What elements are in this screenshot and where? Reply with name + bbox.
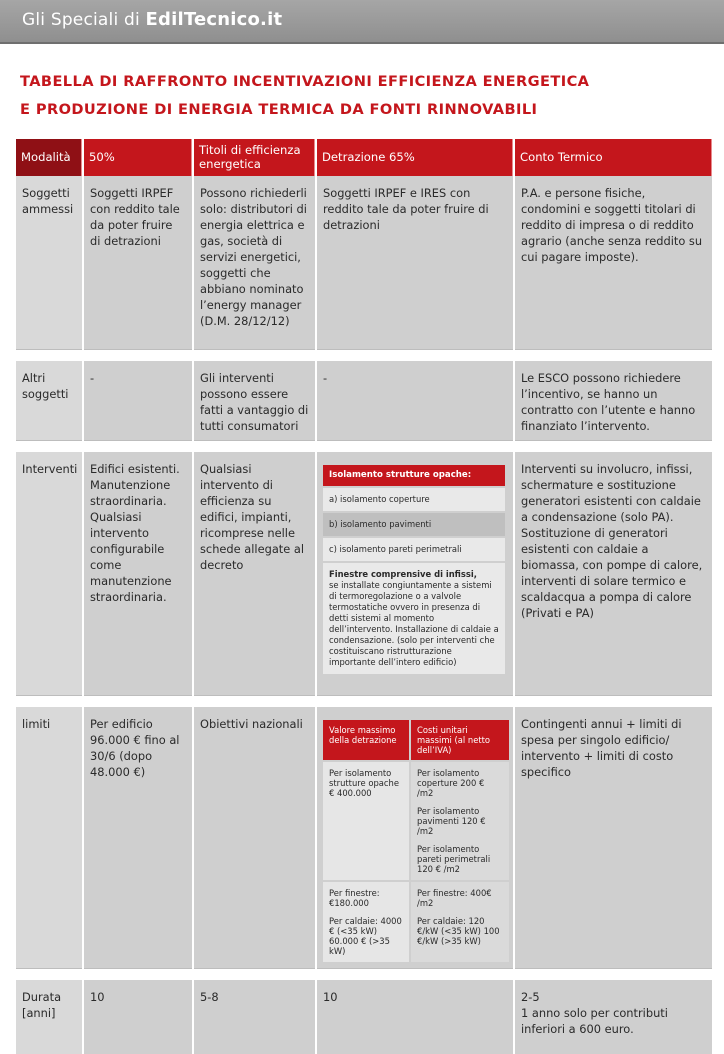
isolamento-header: Isolamento strutture opache: — [323, 465, 505, 486]
row-label: Soggetti ammessi — [16, 176, 82, 349]
col-header-detrazione-65: Detrazione 65% — [317, 139, 513, 176]
title-line-2: E PRODUZIONE DI ENERGIA TERMICA DA FONTI RINNOVABILI — [20, 101, 538, 118]
finestre-note-title: Finestre comprensive di infissi, — [329, 569, 477, 579]
table-row-altri-soggetti — [16, 361, 712, 440]
cell-50: Per edificio 96.000 € fino al 30/6 (dopo 48.000 €) — [84, 707, 192, 968]
isolamento-box — [323, 465, 505, 674]
limiti-head-costi: Costi unitari massimi (al netto dell’IVA) — [411, 720, 509, 760]
durata-conto-range: 2-5 — [521, 990, 540, 1004]
col-header-modalita: Modalità — [16, 139, 82, 176]
cell-detrazione: 10 — [317, 980, 513, 1054]
cell-50: 10 — [84, 980, 192, 1054]
title-line-1: TABELLA DI RAFFRONTO INCENTIVAZIONI EFFICIENZA ENERGETICA — [20, 73, 590, 90]
limiti-isolamento-valore: Per isolamento strutture opache € 400.000 — [323, 762, 409, 880]
cell-50: Soggetti IRPEF con reddito tale da poter fruire di detrazioni — [84, 176, 192, 349]
limiti-subtable — [323, 720, 509, 962]
costi-coperture: Per isolamento coperture 200 € /m2 — [417, 768, 485, 798]
top-header-bar — [0, 0, 724, 44]
row-label: Durata [anni] — [16, 980, 82, 1054]
table-row-interventi — [16, 452, 712, 695]
row-label: Altri soggetti — [16, 361, 82, 440]
col-header-titoli: Titoli di efficienza energetica — [194, 139, 315, 176]
limiti-finestre-valore — [323, 882, 409, 962]
finestre-note-text: se installate congiuntamente a sistemi di termoregolazione o a valvole termostatiche ovvero in presenza di detti sistemi al momento dell’intervento. Installazione di caldaie a condensazione. (solo per interventi che costituiscano ristrutturazione importante dell’intero edificio) — [329, 580, 499, 667]
cell-titoli: Obiettivi nazionali — [194, 707, 315, 968]
table-row-soggetti-ammessi — [16, 176, 712, 349]
table-header-row — [16, 139, 712, 176]
cell-titoli: Gli interventi possono essere fatti a vantaggio di tutti consumatori — [194, 361, 315, 440]
limiti-finestre-costi — [411, 882, 509, 962]
cell-detrazione: - — [317, 361, 513, 440]
header-brand: EdilTecnico.it — [145, 9, 283, 30]
table-row-limiti — [16, 707, 712, 968]
row-label: Interventi — [16, 452, 82, 695]
valore-caldaie: Per caldaie: 4000 € (<35 kW) 60.000 € (>35 kW) — [329, 916, 402, 956]
limiti-head-valore: Valore massimo della detrazione — [323, 720, 409, 760]
row-label: limiti — [16, 707, 82, 968]
cell-detrazione — [317, 452, 513, 695]
isolamento-item-pavimenti: b) isolamento pavimenti — [323, 513, 505, 536]
cell-conto: Contingenti annui + limiti di spesa per singolo edificio/ intervento + limiti di costo specifico — [515, 707, 712, 968]
header-prefix: Gli Speciali di — [22, 10, 146, 30]
cell-detrazione — [317, 707, 513, 968]
table-row-durata — [16, 980, 712, 1054]
cell-titoli: Qualsiasi intervento di efficienza su edifici, impianti, ricomprese nelle schede allegate al decreto — [194, 452, 315, 695]
col-header-50: 50% — [84, 139, 192, 176]
finestre-note — [323, 563, 505, 674]
costi-caldaie: Per caldaie: 120 €/kW (<35 kW) 100 €/kW (>35 kW) — [417, 916, 500, 946]
durata-conto-note: 1 anno solo per contributi inferiori a 600 euro. — [521, 1006, 668, 1036]
cell-50: - — [84, 361, 192, 440]
cell-conto — [515, 980, 712, 1054]
cell-conto: Interventi su involucro, infissi, schermature e sostituzione generatori esistenti con caldaie a condensazione (solo PA). Sostituzione di generatori esistenti con caldaie a biomassa, con pompe di calore, interventi di solare termico e scaldacqua a pompa di calore (Privati e PA) — [515, 452, 712, 695]
isolamento-item-coperture: a) isolamento coperture — [323, 488, 505, 511]
comparison-table — [14, 139, 714, 1054]
cell-conto: P.A. e persone fisiche, condomini e soggetti titolari di reddito di impresa o di reddito agrario (anche senza reddito su cui pagare imposte). — [515, 176, 712, 349]
limiti-isolamento-costi — [411, 762, 509, 880]
document-title — [20, 68, 710, 124]
header-title — [22, 9, 282, 30]
costi-pavimenti: Per isolamento pavimenti 120 € /m2 — [417, 806, 486, 836]
cell-titoli: Possono richiederli solo: distributori di energia elettrica e gas, società di servizi energetici, soggetti che abbiano nominato l’energy manager (D.M. 28/12/12) — [194, 176, 315, 349]
costi-finestre: Per finestre: 400€ /m2 — [417, 888, 492, 908]
col-header-conto-termico: Conto Termico — [515, 139, 712, 176]
cell-50: Edifici esistenti. Manutenzione straordinaria. Qualsiasi intervento configurabile come manutenzione straordinaria. — [84, 452, 192, 695]
costi-pareti: Per isolamento pareti perimetrali 120 € /m2 — [417, 844, 491, 874]
cell-titoli: 5-8 — [194, 980, 315, 1054]
cell-conto: Le ESCO possono richiedere l’incentivo, se hanno un contratto con l’utente e hanno finanziato l’intervento. — [515, 361, 712, 440]
valore-finestre: Per finestre: €180.000 — [329, 888, 380, 908]
isolamento-item-pareti: c) isolamento pareti perimetrali — [323, 538, 505, 561]
cell-detrazione: Soggetti IRPEF e IRES con reddito tale da poter fruire di detrazioni — [317, 176, 513, 349]
